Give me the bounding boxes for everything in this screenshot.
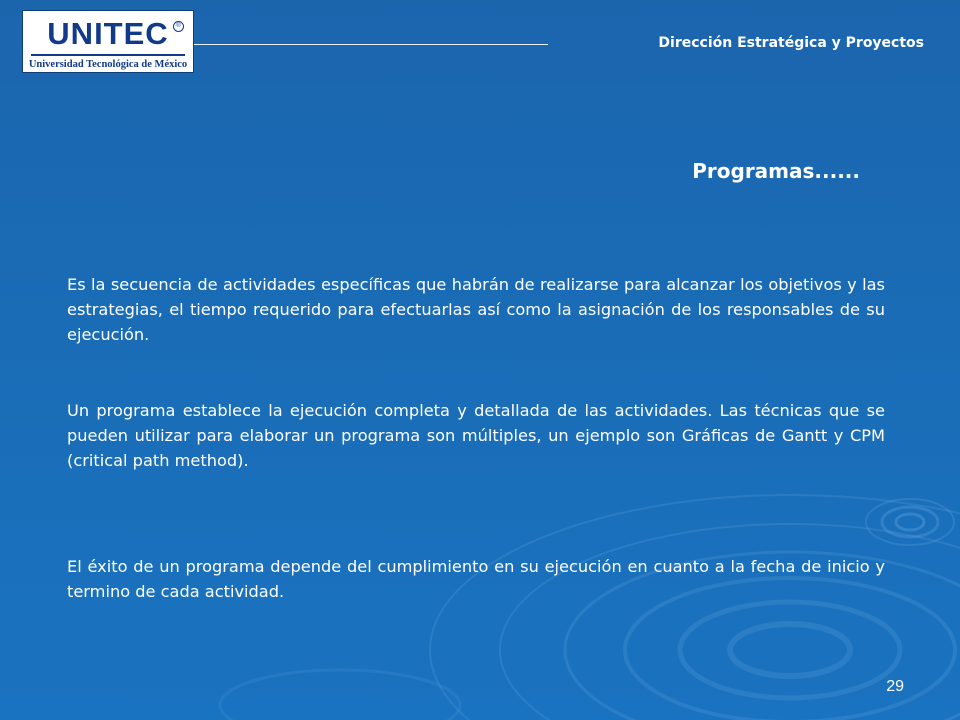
slide-title: Programas......: [692, 159, 860, 183]
department-title: Dirección Estratégica y Proyectos: [658, 35, 924, 51]
logo-divider: [31, 54, 185, 56]
logo-subtitle: Universidad Tecnológica de México: [28, 59, 188, 70]
registered-mark-icon: ®: [173, 21, 184, 32]
unitec-logo: [22, 10, 194, 73]
logo-wordmark: UNITEC: [47, 16, 169, 51]
paragraph-program-techniques: Un programa establece la ejecución completa y detallada de las actividades. Las técnicas que se pueden utilizar para elaborar un programa son múltiples, un ejemplo son Gráficas de Gantt y CPM (critical path method).: [67, 401, 885, 470]
header-rule: [194, 44, 548, 45]
page-number: 29: [886, 678, 904, 695]
paragraph-success: El éxito de un programa depende del cumplimiento en su ejecución en cuanto a la fecha de inicio y termino de cada actividad.: [67, 557, 885, 601]
paragraph-definition: Es la secuencia de actividades específicas que habrán de realizarse para alcanzar los objetivos y las estrategias, el tiempo requerido para efectuarlas así como la asignación de los responsables de su ejecución.: [67, 275, 885, 344]
